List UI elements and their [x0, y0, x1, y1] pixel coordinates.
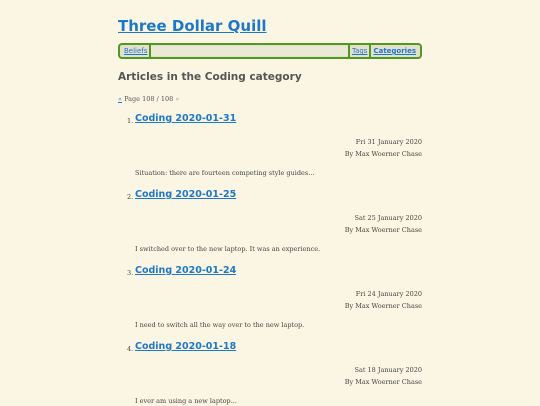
nav-spacer — [151, 46, 348, 56]
pager-prev-link[interactable]: « — [118, 95, 122, 103]
article-author: By Max Woerner Chase — [344, 226, 422, 234]
pager-next-indicator: » — [175, 95, 180, 103]
nav-link-tags[interactable]: Tags — [351, 47, 368, 55]
article-meta — [135, 136, 422, 160]
page-heading: Articles in the Coding category — [118, 71, 302, 83]
article-list — [118, 112, 422, 406]
pagination — [118, 95, 422, 104]
article-summary: I ever am using a new laptop... — [135, 397, 237, 405]
article-title-link[interactable]: Coding 2020-01-24 — [135, 265, 237, 276]
article-title-link[interactable]: Coding 2020-01-31 — [135, 113, 237, 124]
article-meta — [135, 212, 422, 236]
article-summary: Situation: there are fourteen competing style guides... — [135, 169, 315, 177]
article-number: 4. — [127, 345, 134, 353]
article-title-link[interactable]: Coding 2020-01-25 — [135, 189, 237, 200]
article-date: Sat 25 January 2020 — [354, 214, 422, 222]
article-summary: I switched over to the new laptop. It was an experience. — [135, 245, 321, 253]
article-author: By Max Woerner Chase — [344, 378, 422, 386]
site-title-link[interactable]: Three Dollar Quill — [118, 17, 267, 35]
nav-bar — [118, 43, 422, 59]
article-author: By Max Woerner Chase — [344, 150, 422, 158]
page-content — [118, 0, 422, 406]
article-title-link[interactable]: Coding 2020-01-18 — [135, 341, 237, 352]
article-date: Fri 31 January 2020 — [355, 138, 422, 146]
article-item — [118, 112, 422, 178]
nav-link-categories[interactable]: Categories — [373, 47, 416, 55]
article-number: 3. — [127, 269, 134, 277]
article-item — [118, 264, 422, 330]
article-date: Sat 18 January 2020 — [354, 366, 422, 374]
article-date: Fri 24 January 2020 — [355, 290, 422, 298]
article-number: 1. — [127, 117, 134, 125]
article-item — [118, 340, 422, 406]
article-summary: I need to switch all the way over to the new laptop. — [135, 321, 305, 329]
article-meta — [135, 288, 422, 312]
pager-text: Page 108 / 108 — [124, 95, 174, 103]
article-author: By Max Woerner Chase — [344, 302, 422, 310]
nav-link-beliefs[interactable]: Beliefs — [124, 47, 148, 55]
article-meta — [135, 364, 422, 388]
article-item — [118, 188, 422, 254]
article-number: 2. — [127, 193, 134, 201]
